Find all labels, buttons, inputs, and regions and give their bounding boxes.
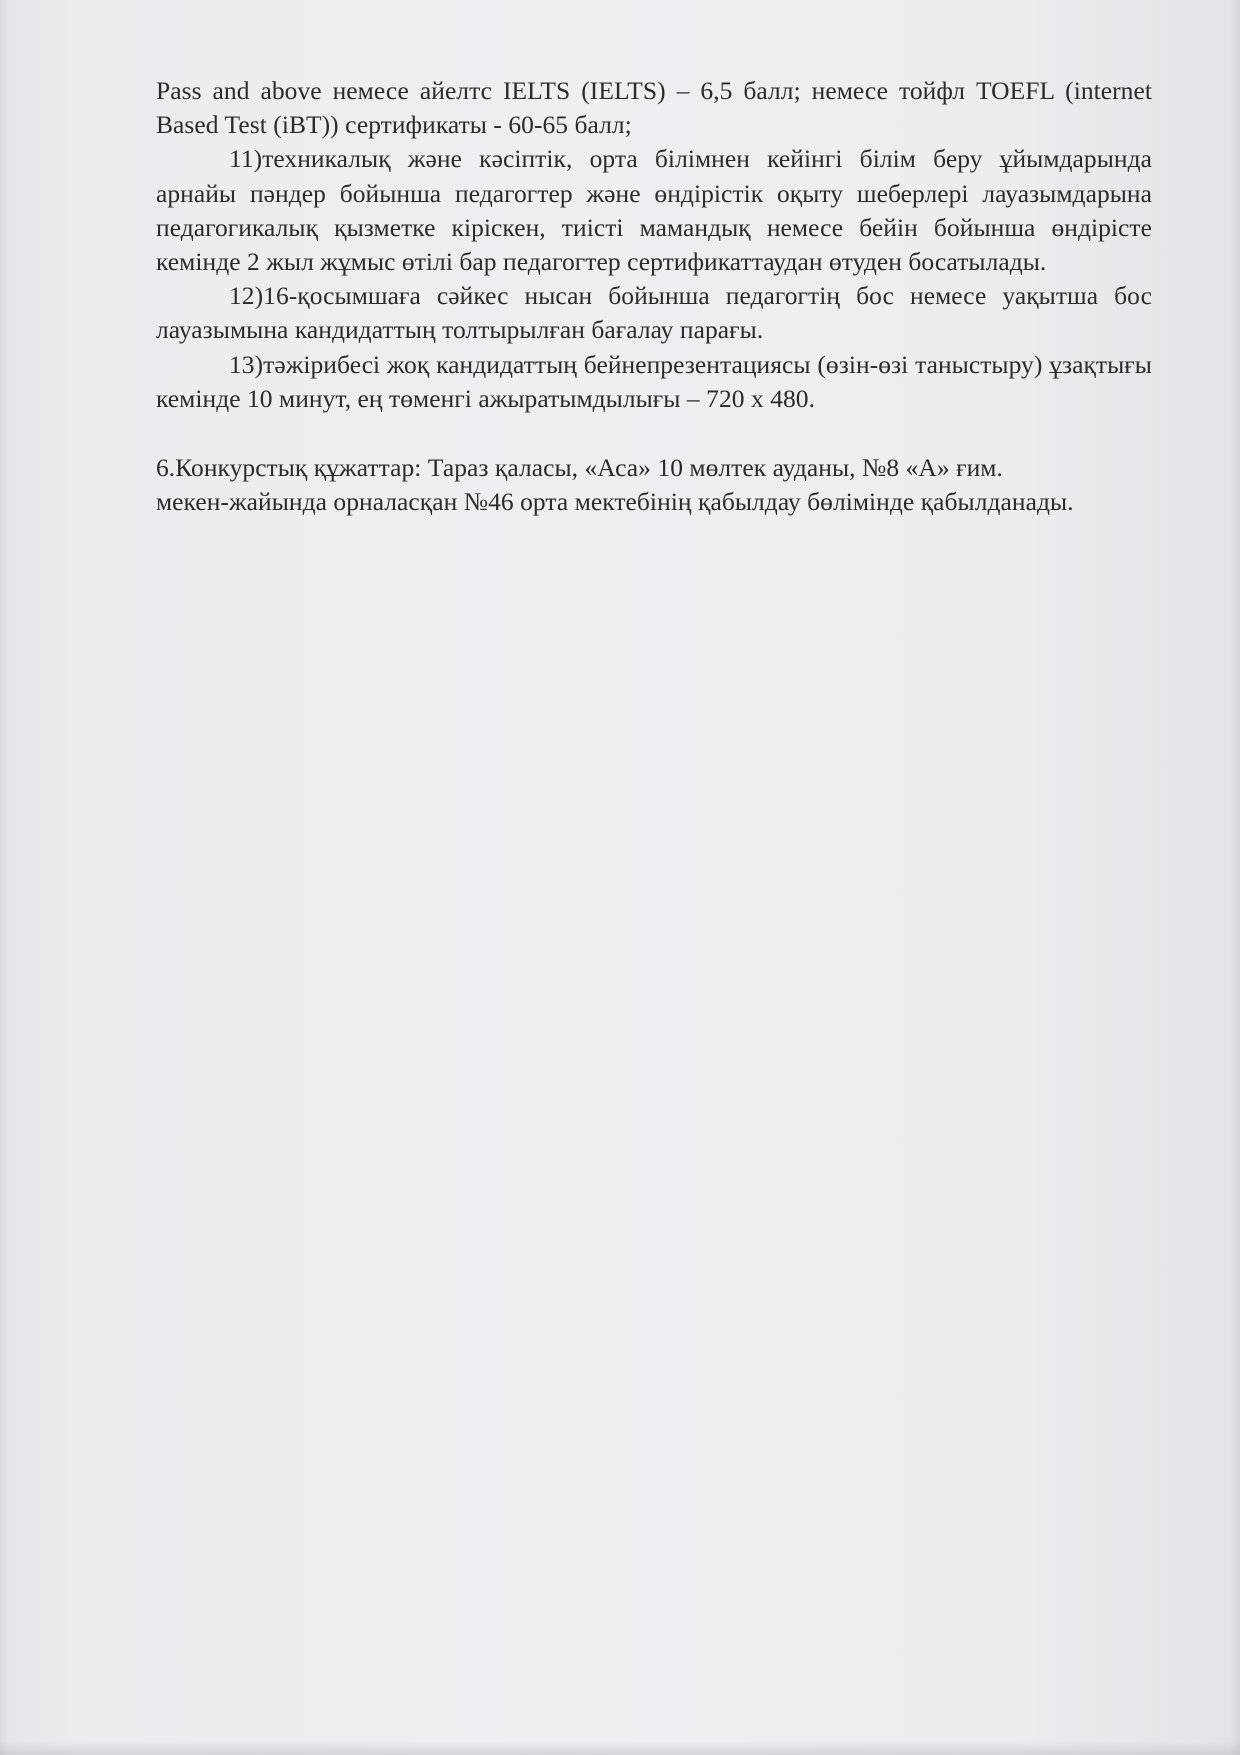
document-body: [156, 74, 1152, 519]
paragraph-item-11-certification-exemption: 11)техникалық және кәсіптік, орта білімнен кейінгі білім беру ұйымдарында арнайы пәндер бойынша педагогтер және өндірістік оқыту шеберлері лауазымдарына педагогикалық қызметке кіріскен, тиісті мамандық немесе бейін бойынша өндірісте кемінде 2 жыл жұмыс өтілі бар педагогтер сертификаттаудан өтуден босатылады.: [156, 144, 1152, 277]
paragraph-item-12-evaluation-sheet: 12)16-қосымшаға сәйкес нысан бойынша педагогтің бос немесе уақытша бос лауазымына кандидаттың толтырылған бағалау парағы.: [156, 281, 1152, 345]
page-left-edge-shadow: [0, 0, 8, 1755]
paragraph-item-13-video-presentation: 13)тәжірибесі жоқ кандидаттың бейнепрезентациясы (өзін-өзі таныстыру) ұзақтығы кемінде 10 минут, ең төменгі ажыратымдылығы – 720 х 480.: [156, 349, 1152, 413]
page-right-edge-shadow: [1230, 0, 1240, 1755]
paragraph-section-6-documents-acceptance: мекен-жайында орналасқан №46 орта мектебінің қабылдау бөлімінде қабылданады.: [156, 487, 1074, 517]
paragraph-ielts-toefl-requirement: Pass and above немесе айелтс IELTS (IELTS) – 6,5 балл; немесе тойфл TOEFL (internet Based Test (iBT)) сертификаты - 60-65 балл;: [156, 76, 1152, 140]
paragraph-section-6-documents-address: 6.Конкурстық құжаттар: Тараз қаласы, «Аса» 10 мөлтек ауданы, №8 «А» ғим.: [156, 453, 1003, 483]
